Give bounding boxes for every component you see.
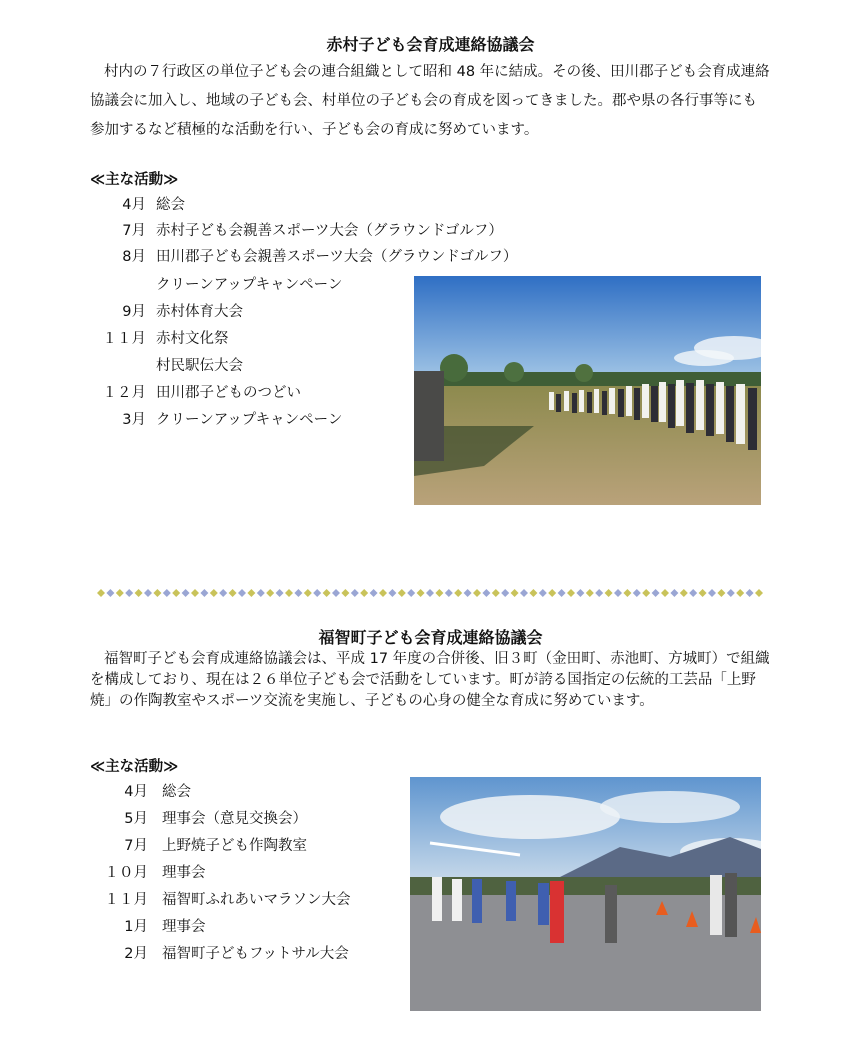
activity-item	[90, 353, 243, 379]
divider-diamond	[144, 589, 152, 597]
activity-item	[90, 326, 229, 352]
divider-diamond	[360, 589, 368, 597]
divider-diamond	[163, 589, 171, 597]
divider-diamond	[435, 589, 443, 597]
activity-month: 3月	[122, 412, 146, 428]
activity-item	[90, 887, 351, 913]
divider-diamond	[576, 589, 584, 597]
divider-diamond	[351, 589, 359, 597]
divider-diamond	[398, 589, 406, 597]
divider-diamond	[689, 589, 697, 597]
divider-diamond	[97, 589, 105, 597]
activity-item	[90, 299, 243, 325]
activity-text: 田川郡子どものつどい	[156, 385, 301, 401]
activity-text: 赤村文化祭	[156, 331, 229, 347]
activity-month: 9月	[122, 304, 146, 320]
section1-activities-heading: ≪主な活動≫	[90, 172, 179, 188]
activity-text: 福智町ふれあいマラソン大会	[162, 892, 351, 908]
divider-diamond	[633, 589, 641, 597]
divider-diamond	[191, 589, 199, 597]
activity-text: 赤村子ども会親善スポーツ大会（グラウンドゴルフ）	[156, 223, 503, 239]
activity-item	[90, 941, 349, 967]
activity-month: 5月	[124, 811, 148, 827]
marathon-photo	[410, 777, 761, 1011]
activity-item	[90, 833, 307, 859]
activity-item	[90, 192, 185, 218]
divider-diamond	[736, 589, 744, 597]
activity-item	[90, 380, 301, 406]
activity-item	[90, 806, 307, 832]
divider-diamond	[182, 589, 190, 597]
activity-month: １２月	[102, 385, 146, 401]
divider-diamond	[229, 589, 237, 597]
divider-diamond	[313, 589, 321, 597]
activity-item	[90, 860, 206, 886]
activity-text: 総会	[162, 784, 191, 800]
divider-diamond	[247, 589, 255, 597]
divider-diamond	[482, 589, 490, 597]
divider-diamond	[699, 589, 707, 597]
divider-diamond	[106, 589, 114, 597]
activity-text: 赤村体育大会	[156, 304, 243, 320]
activity-month: 1月	[124, 919, 148, 935]
divider-diamond	[294, 589, 302, 597]
divider-diamond	[746, 589, 754, 597]
activity-text: 福智町子どもフットサル大会	[162, 946, 349, 962]
section2-activities-heading: ≪主な活動≫	[90, 759, 179, 775]
divider-diamond	[652, 589, 660, 597]
divider-diamond	[172, 589, 180, 597]
divider-diamond	[755, 589, 763, 597]
divider-diamond	[285, 589, 293, 597]
activity-month: 4月	[124, 784, 148, 800]
divider-diamond	[727, 589, 735, 597]
divider-diamond	[407, 589, 415, 597]
divider-diamond	[116, 589, 124, 597]
divider-diamond	[680, 589, 688, 597]
divider-diamond	[661, 589, 669, 597]
sports-field-photo	[414, 276, 761, 505]
divider-diamond	[276, 589, 284, 597]
activity-month: 7月	[122, 223, 146, 239]
divider-diamond	[529, 589, 537, 597]
activity-month: １１月	[104, 892, 148, 908]
activity-item	[90, 779, 191, 805]
divider-diamond	[238, 589, 246, 597]
divider-diamond	[341, 589, 349, 597]
divider-diamond	[257, 589, 265, 597]
activity-text: 総会	[156, 197, 185, 213]
activity-text: クリーンアップキャンペーン	[156, 412, 343, 428]
divider-diamond	[210, 589, 218, 597]
activity-month: 4月	[122, 197, 146, 213]
divider-diamond	[586, 589, 594, 597]
divider-diamond	[417, 589, 425, 597]
activity-item	[90, 272, 343, 298]
activity-month: 7月	[124, 838, 148, 854]
divider-diamond	[558, 589, 566, 597]
divider-diamond	[473, 589, 481, 597]
divider-diamond	[642, 589, 650, 597]
activity-month: 8月	[122, 249, 146, 265]
divider-diamond	[445, 589, 453, 597]
divider-diamond	[520, 589, 528, 597]
divider-diamond	[153, 589, 161, 597]
activity-text: 村民駅伝大会	[156, 358, 243, 374]
activity-month: １０月	[104, 865, 148, 881]
divider-diamond	[388, 589, 396, 597]
section2-title: 福智町子ども会育成連絡協議会	[318, 628, 543, 647]
divider-diamond	[501, 589, 509, 597]
divider-diamond	[567, 589, 575, 597]
activity-text: 田川郡子ども会親善スポーツ大会（グラウンドゴルフ）	[156, 249, 518, 265]
divider-diamond	[454, 589, 462, 597]
divider-diamond	[304, 589, 312, 597]
divider-diamond	[492, 589, 500, 597]
divider-diamond	[548, 589, 556, 597]
divider-diamond	[135, 589, 143, 597]
divider-diamond	[200, 589, 208, 597]
divider-diamond	[125, 589, 133, 597]
activity-text: 理事会	[162, 919, 206, 935]
divider-diamond	[595, 589, 603, 597]
divider-diamond	[219, 589, 227, 597]
activity-month: １１月	[102, 331, 146, 347]
section1-title: 赤村子ども会育成連絡協議会	[326, 35, 535, 54]
activity-text: 理事会	[162, 865, 206, 881]
section-divider	[97, 583, 765, 593]
activity-text: 理事会（意見交換会）	[162, 811, 307, 827]
divider-diamond	[539, 589, 547, 597]
activity-item	[90, 914, 206, 940]
divider-diamond	[379, 589, 387, 597]
activity-item	[90, 407, 343, 433]
divider-diamond	[708, 589, 716, 597]
divider-diamond	[370, 589, 378, 597]
section2-paragraph: 福智町子ども会育成連絡協議会は、平成 17 年度の合併後、旧３町（金田町、赤池町、方城町）で組織を構成しており、現在は２６単位子ども会で活動をしています。町が誇る国指定の伝統的工芸品「上野焼」の作陶教室やスポーツ交流を実施し、子どもの心身の健全な育成に努めています。	[90, 651, 770, 709]
divider-diamond	[605, 589, 613, 597]
divider-diamond	[266, 589, 274, 597]
divider-diamond	[670, 589, 678, 597]
section1-paragraph: 村内の７行政区の単位子ども会の連合組織として昭和 48 年に結成。その後、田川郡子ども会育成連絡協議会に加入し、地域の子ども会、村単位の子ども会の育成を図ってきました。郡や県の各行事等にも参加するなど積極的な活動を行い、子ども会の育成に努めています。	[90, 64, 770, 138]
divider-diamond	[511, 589, 519, 597]
divider-diamond	[464, 589, 472, 597]
divider-diamond	[332, 589, 340, 597]
divider-diamond	[717, 589, 725, 597]
divider-diamond	[426, 589, 434, 597]
divider-diamond	[623, 589, 631, 597]
activity-month: 2月	[124, 946, 148, 962]
divider-diamond	[614, 589, 622, 597]
activity-text: クリーンアップキャンペーン	[156, 277, 343, 293]
activity-text: 上野焼子ども作陶教室	[162, 838, 307, 854]
activity-item	[90, 218, 503, 244]
divider-diamond	[323, 589, 331, 597]
activity-item	[90, 244, 518, 270]
